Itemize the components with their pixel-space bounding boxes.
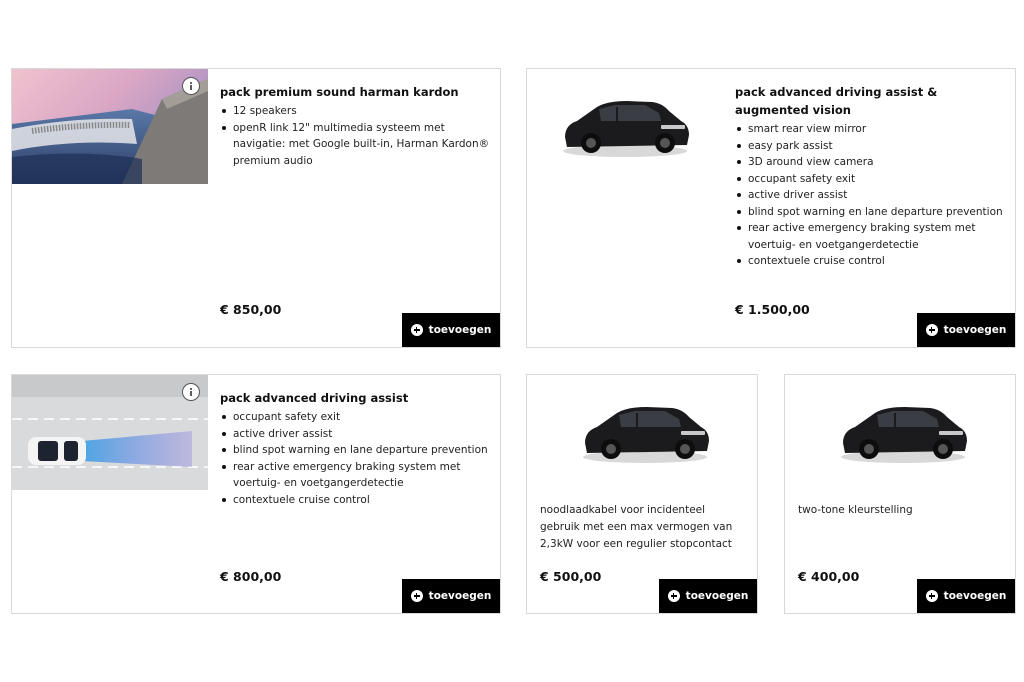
option-price: € 850,00 [220,302,282,317]
add-option-button[interactable] [659,579,757,613]
feature-item: 3D around view camera [735,154,1005,171]
feature-item: openR link 12" multimedia systeem met navigatie: met Google built-in, Harman Kardon® premium audio [220,120,490,170]
feature-list [735,121,1005,270]
speaker-interior-image [12,69,208,184]
info-icon[interactable] [182,383,200,401]
feature-item: rear active emergency braking system met voertuig- en voetgangerdetectie [220,459,490,492]
feature-item: blind spot warning en lane departure prevention [735,204,1005,221]
option-price: € 500,00 [540,569,602,584]
feature-item: smart rear view mirror [735,121,1005,138]
black-suv-image [557,95,697,163]
feature-item: contextuele cruise control [220,492,490,509]
add-option-button[interactable] [917,579,1015,613]
info-icon[interactable] [182,77,200,95]
option-title: pack premium sound harman kardon [220,85,459,99]
option-description: two-tone kleurstelling [798,504,913,516]
option-price: € 1.500,00 [735,302,810,317]
option-description: noodlaadkabel voor incidenteel gebruik met een max vermogen van 2,3kW voor een regulier stopcontact [540,504,733,550]
option-card-driving-assist-augmented [526,68,1016,348]
add-option-button[interactable] [402,579,500,613]
black-suv-image [835,401,975,469]
plus-circle-icon [668,590,680,602]
option-price: € 800,00 [220,569,282,584]
plus-circle-icon [926,590,938,602]
add-button-label: toevoegen [428,324,492,336]
black-suv-image [577,401,717,469]
add-option-button[interactable] [402,313,500,347]
option-card-charging-cable [526,374,758,614]
lane-assist-image [12,375,208,490]
add-button-label: toevoegen [943,590,1007,602]
add-button-label: toevoegen [685,590,749,602]
option-title: pack advanced driving assist [220,391,409,405]
option-card-two-tone [784,374,1016,614]
feature-item: occupant safety exit [735,171,1005,188]
feature-item: easy park assist [735,138,1005,155]
option-card-harman-kardon [11,68,501,348]
feature-list [220,409,490,508]
plus-circle-icon [411,590,423,602]
plus-circle-icon [411,324,423,336]
feature-list [220,103,490,169]
option-title: pack advanced driving assist & augmented vision [735,85,938,117]
feature-item: blind spot warning en lane departure prevention [220,442,490,459]
feature-item: active driver assist [735,187,1005,204]
option-card-driving-assist [11,374,501,614]
feature-item: rear active emergency braking system met voertuig- en voetgangerdetectie [735,220,1005,253]
feature-item: active driver assist [220,426,490,443]
feature-item: contextuele cruise control [735,253,1005,270]
feature-item: 12 speakers [220,103,490,120]
add-option-button[interactable] [917,313,1015,347]
add-button-label: toevoegen [428,590,492,602]
option-price: € 400,00 [798,569,860,584]
feature-item: occupant safety exit [220,409,490,426]
add-button-label: toevoegen [943,324,1007,336]
plus-circle-icon [926,324,938,336]
